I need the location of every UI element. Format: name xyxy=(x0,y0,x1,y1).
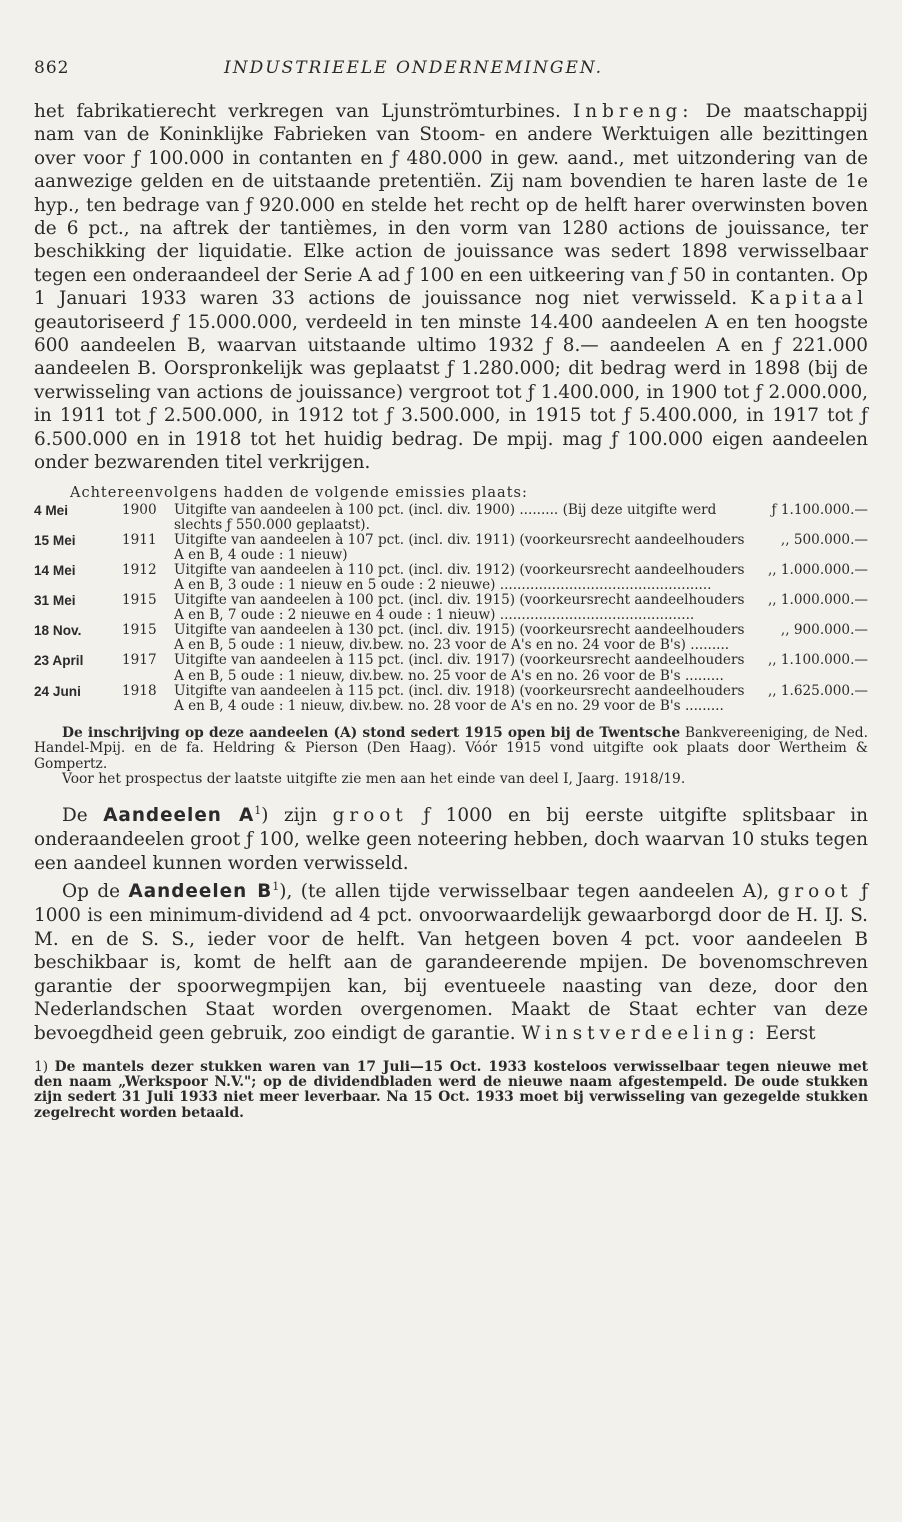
emission-date: 18 Nov. xyxy=(34,623,82,639)
emission-date: 23 April xyxy=(34,653,84,669)
b-paren: (te allen tijde verwisselbaar tegen aandeelen A), xyxy=(300,881,770,903)
emission-amount: ,, 500.000.— xyxy=(780,531,868,548)
emission-desc: Uitgifte van aandeelen à 100 pct. (incl. div. 1915) (voorkeursrecht aandeelhouders A en B, 7 oude : 2 nieuwe en 4 oude : 1 nieuw) ............................................. xyxy=(174,592,745,624)
emission-amount: ,, 1.625.000.— xyxy=(767,682,868,699)
emission-desc: Uitgifte van aandeelen à 130 pct. (incl. div. 1915) (voorkeursrecht aandeelhouders A en B, 5 oude : 1 nieuw, div.bew. no. 23 voor de A's en no. 24 voor de B's) ......... xyxy=(174,622,745,654)
emission-desc: Uitgifte van aandeelen à 110 pct. (incl. div. 1912) (voorkeursrecht aandeelhouders A en B, 3 oude : 1 nieuw en 5 oude : 2 nieuwe) ................................................. xyxy=(174,561,745,593)
emission-amount: ,, 1.000.000.— xyxy=(767,561,868,578)
winst-tail: Eerst xyxy=(765,1023,816,1045)
a-pre: De xyxy=(62,805,88,827)
emission-year: 1912 xyxy=(122,561,157,578)
emission-desc: Uitgifte van aandeelen à 100 pct. (incl. div. 1900) ......... (Bij deze uitgifte werd slechts ƒ 550.000 geplaatst). xyxy=(174,501,717,533)
emission-row xyxy=(34,593,868,623)
emission-desc: Uitgifte van aandeelen à 107 pct. (incl. div. 1911) (voorkeursrecht aandeelhouders A en B, 4 oude : 1 nieuw) xyxy=(174,531,745,563)
running-title: INDUSTRIEELE ONDERNEMINGEN. xyxy=(224,58,604,78)
b-groot: groot xyxy=(777,881,853,903)
emission-row xyxy=(34,533,868,563)
b-pre: Op de xyxy=(62,881,120,903)
emission-row xyxy=(34,653,868,683)
emissions-note xyxy=(34,726,868,788)
note-inschrijving-bold: De inschrijving op deze aandeelen (A) stond sedert 1915 open bij de Twentsche xyxy=(62,724,681,741)
label-inbreng: Inbreng: xyxy=(573,101,694,122)
emissions-heading: Achtereenvolgens hadden de volgende emissies plaats: xyxy=(70,484,528,501)
a-mid: zijn xyxy=(283,805,318,827)
emission-year: 1917 xyxy=(122,652,157,669)
footnote-ref-b: 1 xyxy=(272,880,280,894)
paragraph-inbreng-kapitaal xyxy=(34,100,868,475)
emission-row xyxy=(34,503,868,533)
note-inschrijving-rest: Bankvereeniging, de Ned. Handel-Mpij. en de fa. Heldring & Pierson (Den Haag). Vóór 1915 vond uitgifte ook plaats door Wertheim & Gompertz. xyxy=(34,724,868,772)
footnote xyxy=(34,1060,868,1122)
text-kapitaal: geautoriseerd ƒ 15.000.000, verdeeld in ten minste 14.400 aandeelen A en ten hoogste 600 aandeelen B, waarvan uitstaande ultimo 1932 ƒ 8.— aandeelen A en ƒ 221.000 aandeelen B. Oorspronkelijk was geplaatst ƒ 1.280.000; dit bedrag werd in 1898 (bij de verwisseling van actions de jouissance) vergroot tot ƒ 1.400.000, in 1900 tot ƒ 2.000.000, in 1911 tot ƒ 2.500.000, in 1912 tot ƒ 3.500.000, in 1915 tot ƒ 5.400.000, in 1917 tot ƒ 6.500.000 en in 1918 tot het huidig bedrag. De mpij. mag ƒ 100.000 eigen aandeelen onder bezwarenden titel verkrijgen. xyxy=(34,311,868,474)
emission-amount: ,, 1.100.000.— xyxy=(767,652,868,669)
emission-year: 1911 xyxy=(122,531,157,548)
page xyxy=(34,58,868,1121)
section-aandeelen: De Aandeelen $A^1$) zijn groot ƒ 1000 en bij eerste uitgifte splitsbaar in onderaandeelen groot ƒ 100, welke geen noteering hebben, doch waarvan 10 stuks tegen een aandeel kunnen worden verwisseld. Op de Aandeelen $B^1$), (te allen tijde verwisselbaar tegen aandeelen A), groot ƒ 1000 is een minimum-dividend ad 4 pct. onvoorwaardelijk gewaarborgd door de H. IJ. S. M. en de S. S., ieder voor de helft. Van hetgeen boven 4 pct. voor aandeelen B beschikbaar is, komt de helft aan de garandeerende mpijen. De bovenomschreven garantie der spoorwegmpijen kan, bij eventueele naasting van deze, door den Nederlandschen Staat worden overgenomen. Maakt de Staat echter van deze bevoegdheid geen gebruik, zoo eindigt de garantie. Winstverdeeling: Eerst xyxy=(34,804,868,1045)
emission-desc: Uitgifte van aandeelen à 115 pct. (incl. div. 1918) (voorkeursrecht aandeelhouders A en B, 4 oude : 1 nieuw, div.bew. no. 28 voor de A's en no. 29 voor de B's ......... xyxy=(174,682,745,714)
emission-desc: Uitgifte van aandeelen à 115 pct. (incl. div. 1917) (voorkeursrecht aandeelhouders A en B, 5 oude : 1 nieuw, div.bew. no. 25 voor de A's en no. 26 voor de B's ......... xyxy=(174,652,745,684)
label-winstverdeeling: Winstverdeeling: xyxy=(521,1023,760,1045)
emission-amount: ,, 900.000.— xyxy=(780,622,868,639)
page-header xyxy=(34,58,868,78)
emission-year: 1900 xyxy=(122,501,157,518)
emission-row xyxy=(34,684,868,714)
footnote-ref-a: 1 xyxy=(254,804,262,818)
label-aandeelen-a: Aandeelen A xyxy=(103,805,255,827)
note-prospectus: Voor het prospectus der laatste uitgifte zie men aan het einde van deel I, Jaarg. 1918/19. xyxy=(62,771,686,788)
emission-year: 1915 xyxy=(122,622,157,639)
emission-date: 14 Mei xyxy=(34,562,76,578)
text-aandeelen-b: ƒ 1000 is een minimum-dividend ad 4 pct. onvoorwaardelijk gewaarborgd door de H. IJ. S. M. en de S. S., ieder voor de helft. Van hetgeen boven 4 pct. voor aandeelen B beschikbaar is, komt de helft aan de garandeerende mpijen. De bovenomschreven garantie der spoorwegmpijen kan, bij eventueele naasting van deze, door den Nederlandschen Staat worden overgenomen. Maakt de Staat echter van deze bevoegdheid geen gebruik, zoo eindigt de garantie. xyxy=(34,881,868,1045)
emission-row xyxy=(34,623,868,653)
emission-amount: ,, 1.000.000.— xyxy=(767,592,868,609)
label-kapitaal: Kapitaal xyxy=(750,288,868,310)
text-inbreng: De maatschappij nam van de Koninklijke Fabrieken van Stoom- en andere Werktuigen alle bezittingen over voor ƒ 100.000 in contanten en ƒ 480.000 in gew. aand., met uitzondering van de aanwezige gelden en de uitstaande pretentiën. Zij nam bovendien te haren laste de 1e hyp., ten bedrage van ƒ 920.000 en stelde het recht op de helft harer overwinsten boven de 6 pct., na aftrek der tantièmes, in den vorm van 1280 actions de jouissance, ter beschikking der liquidatie. Elke action de jouissance was sedert 1898 verwisselbaar tegen een onderaandeel der Serie A ad ƒ 100 en een uitkeering van ƒ 50 in contanten. Op 1 Januari 1933 waren 33 actions de jouissance nog niet verwisseld. xyxy=(34,101,868,310)
emission-date: 31 Mei xyxy=(34,593,76,609)
emission-date: 15 Mei xyxy=(34,532,76,548)
emission-date: 4 Mei xyxy=(34,502,68,518)
emission-year: 1915 xyxy=(122,592,157,609)
footnote-marker: 1) xyxy=(34,1058,49,1075)
text-fabrikatierecht: het fabrikatierecht verkregen van Ljunströmturbines. xyxy=(34,101,561,122)
footnote-text: De mantels dezer stukken waren van 17 Juli—15 Oct. 1933 kosteloos verwisselbaar tegen nieuwe met den naam „Werkspoor N.V."; op de dividendbladen werd de nieuwe naam afgestempeld. De oude stukken zijn sedert 31 Juli 1933 niet meer leverbaar. Na 15 Oct. 1933 moet bij verwisseling van gezegelde stukken zegelrecht worden betaald. xyxy=(34,1058,868,1121)
emission-amount: ƒ 1.100.000.— xyxy=(771,501,868,518)
label-aandeelen-b: Aandeelen B xyxy=(128,881,273,903)
emission-row xyxy=(34,563,868,593)
emission-date: 24 Juni xyxy=(34,683,81,699)
emission-year: 1918 xyxy=(122,682,157,699)
page-number: 862 xyxy=(34,58,70,78)
emissions-table xyxy=(34,503,868,714)
text-aandeelen-a: ƒ 1000 en bij eerste uitgifte splitsbaar in onderaandeelen groot ƒ 100, welke geen noteering hebben, doch waarvan 10 stuks tegen een aandeel kunnen worden verwisseld. xyxy=(34,805,868,874)
a-groot: groot xyxy=(332,805,408,827)
